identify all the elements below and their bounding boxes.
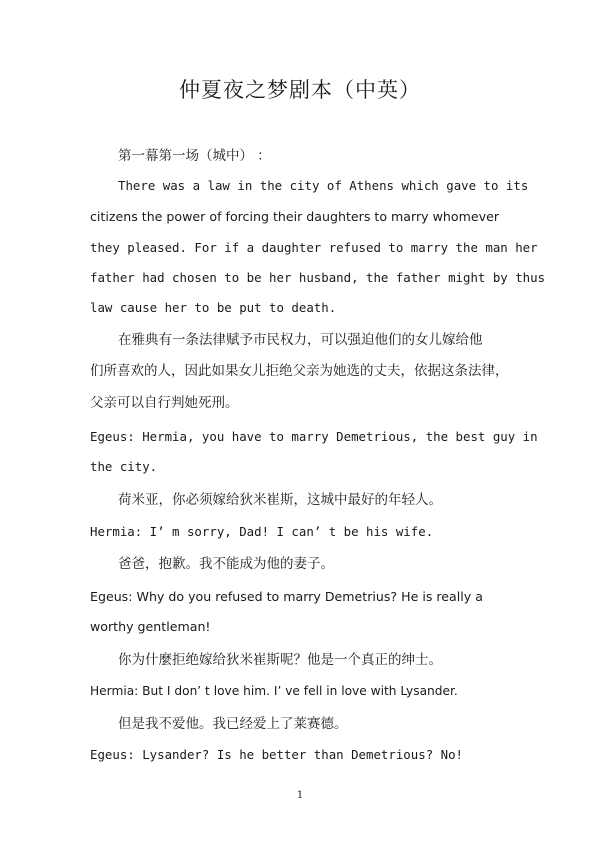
narration-en-line: law cause her to be put to death.	[90, 300, 337, 315]
narration-en-line: father had chosen to be her husband, the father might by thus	[90, 270, 546, 285]
document-title: 仲夏夜之梦剧本（中英）	[179, 78, 421, 102]
narration-zh-line: 们所喜欢的人，因此如果女儿拒绝父亲为她选的丈夫，依据这条法律，	[90, 363, 509, 379]
dialogue-translation: 荷米亚，你必须嫁给狄米崔斯，这城中最好的年轻人。	[118, 492, 442, 508]
dialogue-translation: 你为什麼拒绝嫁给狄米崔斯呢？他是一个真正的绅士。	[118, 652, 442, 668]
dialogue-line-hermia: Hermia: I’ m sorry, Dad! I can’ t be his wife.	[90, 524, 434, 539]
narration-zh-line: 在雅典有一条法律赋予市民权力，可以强迫他们的女儿嫁给他	[118, 332, 483, 348]
dialogue-line-egeus: Egeus: Why do you refused to marry Demetrius? He is really a	[90, 589, 483, 604]
narration-zh-line: 父亲可以自行判她死刑。	[90, 395, 239, 411]
dialogue-line-egeus: the city.	[90, 459, 158, 474]
narration-en-line: citizens the power of forcing their daughters to marry whomever	[90, 209, 499, 224]
scene-heading: 第一幕第一场（城中） ：	[118, 148, 271, 164]
dialogue-line-egeus: Egeus: Hermia, you have to marry Demetrious, the best guy in	[90, 429, 538, 444]
dialogue-line-egeus: worthy gentleman!	[90, 619, 211, 634]
page-number: 1	[296, 790, 304, 801]
dialogue-translation: 但是我不爱他。我已经爱上了莱赛德。	[118, 716, 348, 732]
narration-en-line: they pleased. For if a daughter refused to marry the man her	[90, 240, 538, 255]
dialogue-translation: 爸爸，抱歉。我不能成为他的妻子。	[118, 556, 334, 572]
dialogue-line-hermia: Hermia: But I don’ t love him. I’ ve fell in love with Lysander.	[90, 684, 458, 698]
narration-en-line: There was a law in the city of Athens which gave to its	[118, 178, 529, 193]
dialogue-line-egeus: Egeus: Lysander? Is he better than Demetrious? No!	[90, 747, 463, 762]
